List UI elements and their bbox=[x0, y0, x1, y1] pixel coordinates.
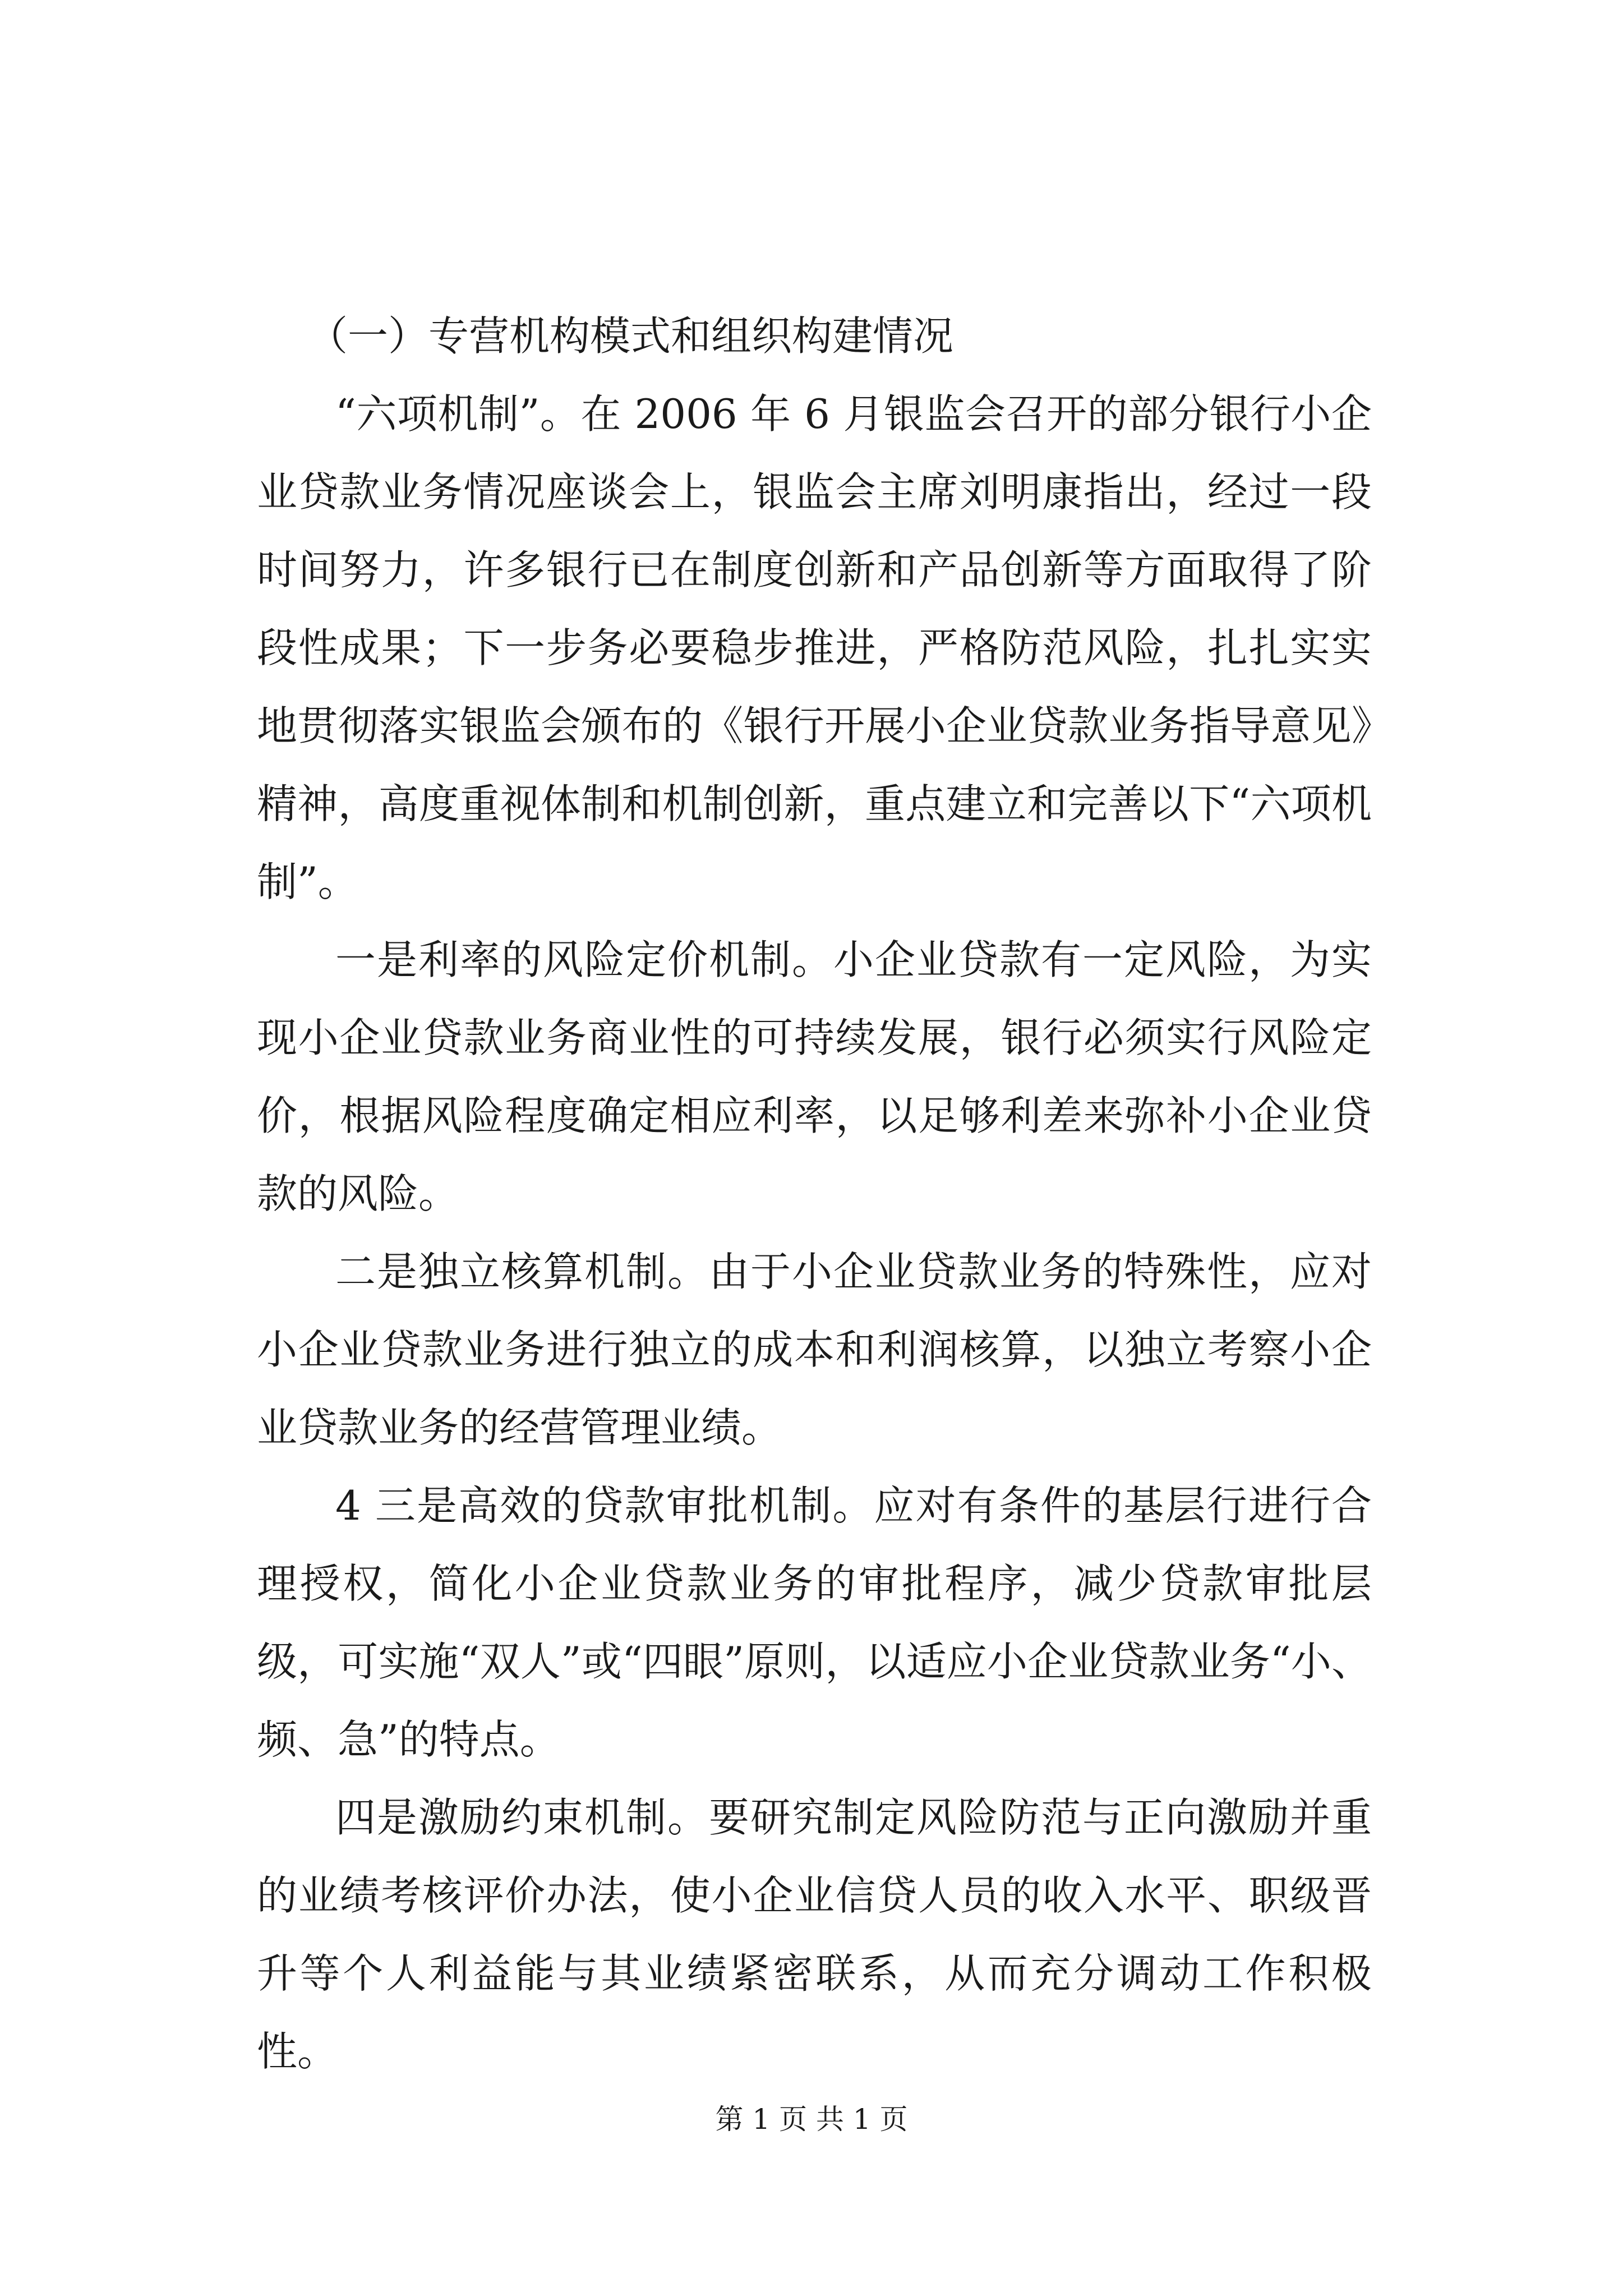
page-number-footer: 第 1 页 共 1 页 bbox=[715, 2103, 908, 2136]
paragraph-independent-accounting: 二是独立核算机制。由于小企业贷款业务的特殊性，应对小企业贷款业务进行独立的成本和利润核算，以独立考察小企业贷款业务的经营管理业绩。 bbox=[257, 1248, 1372, 1451]
document-body bbox=[257, 297, 1372, 2091]
paragraph-loan-approval: 4 三是高效的贷款审批机制。应对有条件的基层行进行合理授权，简化小企业贷款业务的审批程序，减少贷款审批层级，可实施“双人”或“四眼”原则，以适应小企业贷款业务“小、频、急”的特点。 bbox=[257, 1482, 1372, 1763]
section-heading: （一）专营机构模式和组织构建情况 bbox=[307, 312, 954, 360]
paragraph-risk-pricing: 一是利率的风险定价机制。小企业贷款有一定风险，为实现小企业贷款业务商业性的可持续发展，银行必须实行风险定价，根据风险程度确定相应利率，以足够利差来弥补小企业贷款的风险。 bbox=[257, 936, 1372, 1217]
paragraph-six-mechanisms: “六项机制”。在 2006 年 6 月银监会召开的部分银行小企业贷款业务情况座谈会上，银监会主席刘明康指出，经过一段时间努力，许多银行已在制度创新和产品创新等方面取得了阶段性成果；下一步务必要稳步推进，严格防范风险，扎扎实实地贯彻落实银监会颁布的《银行开展小企业贷款业务指导意见》精神，高度重视体制和机制创新，重点建立和完善以下“六项机制”。 bbox=[257, 390, 1372, 905]
paragraph-incentive-constraint: 四是激励约束机制。要研究制定风险防范与正向激励并重的业绩考核评价办法，使小企业信贷人员的收入水平、职级晋升等个人利益能与其业绩紧密联系，从而充分调动工作积极性。 bbox=[257, 1794, 1372, 2075]
